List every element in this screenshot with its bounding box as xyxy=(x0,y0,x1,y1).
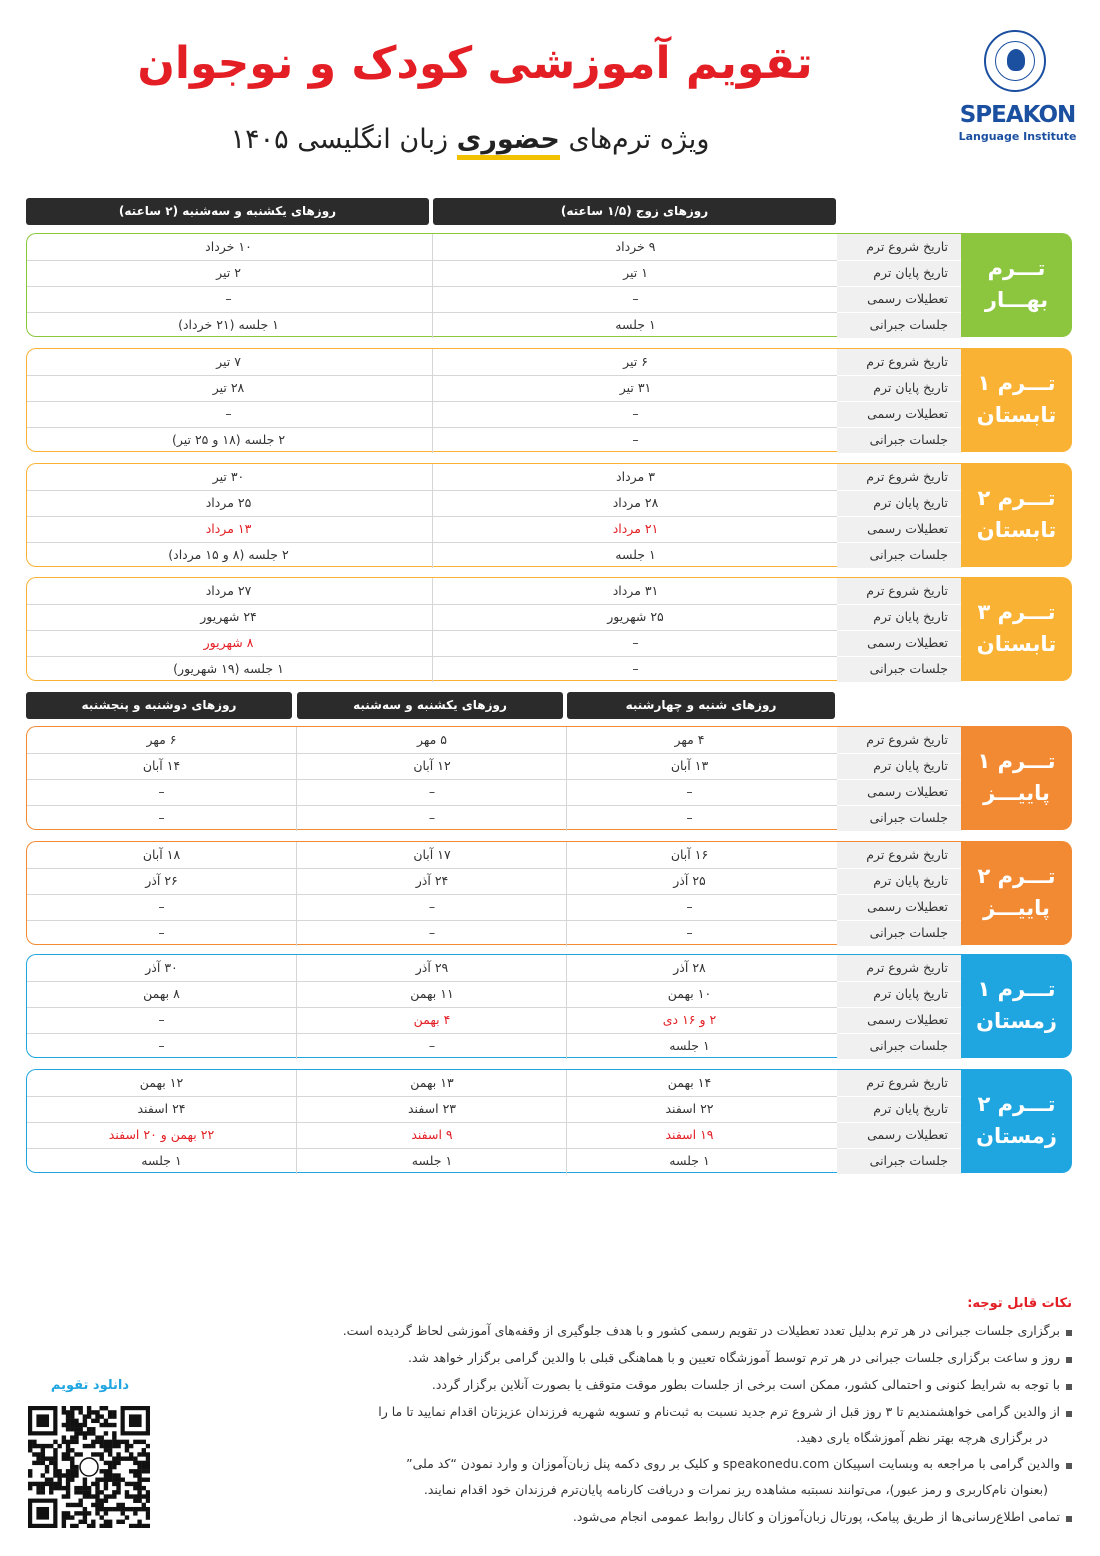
table-cell: – xyxy=(632,406,639,421)
table-cell: ۹ خرداد xyxy=(615,239,656,254)
table-cell: ۱۰ بهمن xyxy=(667,986,712,1001)
table-row xyxy=(27,981,962,1007)
table-row xyxy=(27,464,962,490)
section1-header-sun-tue: روزهای یکشنبه و سه‌شنبه (۲ ساعته) xyxy=(26,198,429,225)
row-label: تعطیلات رسمی xyxy=(837,1007,962,1033)
table-cell: – xyxy=(225,406,232,421)
download-label: دانلود تقویم xyxy=(50,1378,130,1393)
table-cell: – xyxy=(428,784,436,799)
table-cell: ۳۱ تیر xyxy=(619,380,652,395)
table-cell: ۲ تیر xyxy=(216,265,241,280)
row-label: تاریخ شروع ترم xyxy=(837,1070,962,1096)
row-label: تاریخ پایان ترم xyxy=(837,260,962,286)
section2-header-sat-wed: روزهای شنبه و چهارشنبه xyxy=(567,692,835,719)
term-block xyxy=(26,233,1072,337)
note-item: از والدین گرامی خواهشمندیم تا ۳ روز قبل از شروع ترم جدید نسبت به ثبت‌نام و تسویه شهریه فرزندان عزیزتان اقدام نمایید تا ما را xyxy=(378,1404,1060,1419)
row-label: جلسات جبرانی xyxy=(837,542,962,568)
table-row xyxy=(27,286,962,312)
table-cell: ۲۲ اسفند xyxy=(665,1101,714,1116)
term-block xyxy=(26,954,1072,1058)
bullet-icon xyxy=(1066,1463,1072,1469)
table-cell: ۱۴ آبان xyxy=(142,758,181,773)
section1-header-even-days: روزهای زوج (۱/۵ ساعته) xyxy=(433,198,836,225)
term-label-line1: تـــرم ۳ xyxy=(977,600,1056,624)
table-cell: ۱ جلسه xyxy=(615,317,656,332)
table-cell: ۱۳ مرداد xyxy=(205,521,252,536)
logo-seal-icon xyxy=(984,30,1046,92)
table-row xyxy=(27,868,962,894)
table-cell: ۸ بهمن xyxy=(143,986,180,1001)
table-cell: ۲۴ آذر xyxy=(415,873,449,888)
table-cell: ۶ تیر xyxy=(623,354,648,369)
table-row xyxy=(27,656,962,682)
term-label-line1: تـــرم ۱ xyxy=(977,749,1056,773)
row-label: تعطیلات رسمی xyxy=(837,286,962,312)
row-label: تعطیلات رسمی xyxy=(837,516,962,542)
table-cell: ۲ جلسه (۸ و ۱۵ مرداد) xyxy=(168,547,289,562)
table-row xyxy=(27,516,962,542)
row-label: جلسات جبرانی xyxy=(837,312,962,338)
logo-brand: SPEAKON xyxy=(959,102,1076,128)
table-cell: ۲۲ بهمن و ۲۰ اسفند xyxy=(108,1127,215,1142)
table-cell: ۱ تیر xyxy=(623,265,648,280)
table-cell: ۲۸ آذر xyxy=(673,960,706,975)
term-label-line2: پاییـــز xyxy=(983,781,1050,805)
download-qr-code[interactable] xyxy=(28,1406,150,1528)
term-label-line2: زمستان xyxy=(976,1009,1057,1033)
table-cell: ۱ جلسه xyxy=(141,1153,182,1168)
table-row xyxy=(27,920,962,946)
row-label: تاریخ پایان ترم xyxy=(837,490,962,516)
row-label: جلسات جبرانی xyxy=(837,427,962,453)
term-grid xyxy=(26,348,961,452)
table-cell: ۴ بهمن xyxy=(413,1012,451,1027)
term-label xyxy=(961,463,1072,567)
table-cell: – xyxy=(158,1038,165,1053)
term-label-line1: تـــرم xyxy=(987,256,1046,280)
term-label xyxy=(961,577,1072,681)
row-label: تاریخ پایان ترم xyxy=(837,981,962,1007)
table-cell: ۲۵ شهریور xyxy=(607,609,664,624)
term-label xyxy=(961,841,1072,945)
table-cell: ۱ جلسه xyxy=(669,1153,710,1168)
table-row xyxy=(27,1148,962,1174)
term-grid xyxy=(26,233,961,337)
row-label: جلسات جبرانی xyxy=(837,920,962,946)
table-cell: ۱۳ آبان xyxy=(670,758,709,773)
row-label: جلسات جبرانی xyxy=(837,1033,962,1059)
table-row xyxy=(27,604,962,630)
table-cell: – xyxy=(632,635,639,650)
table-row xyxy=(27,779,962,805)
table-cell: – xyxy=(686,899,693,914)
table-cell: ۲۹ آذر xyxy=(415,960,449,975)
note-item: والدین گرامی با مراجعه به وبسایت اسپیکان speakonedu.com و کلیک بر روی دکمه پنل زبان‌آموزان و وارد نمودن “کد ملی” xyxy=(406,1456,1060,1471)
term-label-line2: تابستان xyxy=(976,403,1057,427)
table-cell: ۱ جلسه xyxy=(411,1153,453,1168)
row-label: تاریخ شروع ترم xyxy=(837,842,962,868)
table-row xyxy=(27,427,962,453)
note-item: در برگزاری هرچه بهتر نظم آموزشگاه یاری دهید. xyxy=(796,1430,1048,1445)
table-row xyxy=(27,1070,962,1096)
table-cell: – xyxy=(428,810,436,825)
table-cell: ۱ جلسه xyxy=(669,1038,710,1053)
page-title: تقویم آموزشی کودک و نوجوان xyxy=(137,38,813,89)
table-row xyxy=(27,630,962,656)
note-item: تمامی اطلاع‌رسانی‌ها از طریق پیامک، پورتال زبان‌آموزان و کانال روابط عمومی انجام می‌شود. xyxy=(572,1509,1060,1524)
table-cell: – xyxy=(686,925,693,940)
note-item: برگزاری جلسات جبرانی در هر ترم بدلیل تعدد تعطیلات در تقویم رسمی کشور و با هدف جلوگیری از وقفه‌های آموزشی لحاظ گردیده است. xyxy=(342,1323,1060,1338)
bullet-icon xyxy=(1066,1357,1072,1363)
bullet-icon xyxy=(1066,1516,1072,1522)
row-label: جلسات جبرانی xyxy=(837,805,962,831)
table-row xyxy=(27,375,962,401)
term-label-line2: زمستان xyxy=(976,1124,1057,1148)
row-label: تاریخ پایان ترم xyxy=(837,1096,962,1122)
table-cell: ۲ جلسه (۱۸ و ۲۵ تیر) xyxy=(171,432,286,447)
term-block xyxy=(26,726,1072,830)
term-label xyxy=(961,726,1072,830)
term-label-line2: پاییـــز xyxy=(983,896,1050,920)
table-cell: – xyxy=(686,784,693,799)
row-label: تعطیلات رسمی xyxy=(837,779,962,805)
table-cell: ۲۱ مرداد xyxy=(612,521,659,536)
term-label-line1: تـــرم ۱ xyxy=(977,977,1056,1001)
table-row xyxy=(27,1007,962,1033)
section2-header-sun-tue: روزهای یکشنبه و سه‌شنبه xyxy=(297,692,563,719)
table-cell: ۳۰ تیر xyxy=(212,469,245,484)
table-cell: ۱۸ آبان xyxy=(142,847,181,862)
table-cell: ۲۸ مرداد xyxy=(612,495,659,510)
term-grid xyxy=(26,726,961,830)
table-cell: ۲ و ۱۶ دی xyxy=(662,1012,717,1027)
term-label-line1: تـــرم ۲ xyxy=(977,864,1056,888)
term-label-line1: تـــرم ۲ xyxy=(977,1092,1056,1116)
table-cell: ۴ مهر xyxy=(674,732,705,747)
note-item: با توجه به شرایط کنونی و احتمالی کشور، ممکن است برخی از جلسات بطور موقت متوقف یا بصورت آنلاین برگزار گردد. xyxy=(431,1377,1060,1392)
term-label-line2: بهـــار xyxy=(984,288,1049,312)
table-row xyxy=(27,1122,962,1148)
table-cell: – xyxy=(632,661,639,676)
table-cell: – xyxy=(632,432,639,447)
table-cell: ۲۶ آذر xyxy=(145,873,178,888)
table-cell: ۲۴ اسفند xyxy=(137,1101,186,1116)
note-item: (بعنوان نام‌کاربری و رمز عبور)، می‌توانند نسبتبه مشاهده ریز نمرات و دریافت کارنامه پایان‌ترم فرزندان خود اقدام نمایند. xyxy=(423,1482,1048,1497)
note-item: روز و ساعت برگزاری جلسات جبرانی در هر ترم توسط آموزشگاه تعیین و با هماهنگی قبلی با والدین گرامی برگزار خواهد شد. xyxy=(407,1350,1060,1365)
table-cell: ۲۳ اسفند xyxy=(407,1101,456,1116)
table-row xyxy=(27,490,962,516)
notes-title: نکات قابل توجه: xyxy=(967,1296,1072,1311)
row-label: تعطیلات رسمی xyxy=(837,630,962,656)
table-row xyxy=(27,1033,962,1059)
table-cell: ۱۷ آبان xyxy=(413,847,451,862)
term-grid xyxy=(26,463,961,567)
row-label: تاریخ شروع ترم xyxy=(837,349,962,375)
institute-logo xyxy=(955,28,1080,148)
table-cell: ۲۵ آذر xyxy=(673,873,706,888)
subtitle-after: زبان انگلیسی ۱۴۰۵ xyxy=(230,124,457,155)
bullet-icon xyxy=(1066,1411,1072,1417)
table-cell: ۱ جلسه (۱۹ شهریور) xyxy=(173,661,284,676)
table-cell: – xyxy=(428,925,436,940)
table-cell: ۲۵ مرداد xyxy=(205,495,252,510)
row-label: تاریخ شروع ترم xyxy=(837,955,962,981)
qr-center-logo-icon xyxy=(80,1458,98,1476)
term-label-line1: تـــرم ۱ xyxy=(977,371,1056,395)
row-label: تعطیلات رسمی xyxy=(837,401,962,427)
table-row xyxy=(27,578,962,604)
table-cell: ۲۴ شهریور xyxy=(200,609,257,624)
page-subtitle xyxy=(150,124,790,155)
term-label xyxy=(961,233,1072,337)
subtitle-before: ویژه ترم‌های xyxy=(559,124,710,155)
term-label-line2: تابستان xyxy=(976,632,1057,656)
logo-brand-sub: Language Institute xyxy=(958,130,1077,143)
table-cell: ۲۸ تیر xyxy=(212,380,245,395)
term-block xyxy=(26,1069,1072,1173)
row-label: تاریخ شروع ترم xyxy=(837,464,962,490)
table-row xyxy=(27,842,962,868)
table-cell: – xyxy=(158,810,165,825)
table-cell: ۱۲ بهمن xyxy=(139,1075,184,1090)
table-row xyxy=(27,805,962,831)
table-cell: – xyxy=(158,1012,165,1027)
table-row xyxy=(27,312,962,338)
row-label: تعطیلات رسمی xyxy=(837,1122,962,1148)
table-cell: ۱۲ آبان xyxy=(413,758,451,773)
table-cell: ۱۰ خرداد xyxy=(205,239,252,254)
table-cell: ۹ اسفند xyxy=(411,1127,453,1142)
row-label: تاریخ شروع ترم xyxy=(837,727,962,753)
table-row xyxy=(27,260,962,286)
row-label: تاریخ پایان ترم xyxy=(837,753,962,779)
table-row xyxy=(27,542,962,568)
table-cell: – xyxy=(158,899,165,914)
row-label: جلسات جبرانی xyxy=(837,1148,962,1174)
row-label: تعطیلات رسمی xyxy=(837,894,962,920)
term-label xyxy=(961,954,1072,1058)
table-cell: ۳۰ آذر xyxy=(145,960,178,975)
row-label: تاریخ پایان ترم xyxy=(837,375,962,401)
term-label xyxy=(961,348,1072,452)
table-cell: – xyxy=(428,1038,436,1053)
table-cell: ۳۱ مرداد xyxy=(612,583,659,598)
table-cell: – xyxy=(428,899,436,914)
term-block xyxy=(26,463,1072,567)
table-row xyxy=(27,894,962,920)
row-label: تاریخ شروع ترم xyxy=(837,234,962,260)
table-cell: ۱۳ بهمن xyxy=(410,1075,454,1090)
term-grid xyxy=(26,577,961,681)
table-cell: ۱ جلسه xyxy=(615,547,656,562)
table-cell: ۳ مرداد xyxy=(616,469,655,484)
table-row xyxy=(27,234,962,260)
section2-header-mon-thu: روزهای دوشنبه و پنجشنبه xyxy=(26,692,292,719)
table-cell: ۷ تیر xyxy=(216,354,241,369)
table-cell: – xyxy=(158,784,165,799)
term-label-line1: تـــرم ۲ xyxy=(977,486,1056,510)
row-label: تاریخ شروع ترم xyxy=(837,578,962,604)
table-cell: – xyxy=(225,291,232,306)
term-grid xyxy=(26,841,961,945)
table-cell: ۸ شهریور xyxy=(203,635,254,650)
table-row xyxy=(27,727,962,753)
table-cell: ۲۷ مرداد xyxy=(205,583,252,598)
table-cell: ۱ جلسه (۲۱ خرداد) xyxy=(178,317,279,332)
bullet-icon xyxy=(1066,1330,1072,1336)
table-cell: ۶ مهر xyxy=(146,732,177,747)
term-block xyxy=(26,841,1072,945)
table-cell: ۱۴ بهمن xyxy=(667,1075,712,1090)
table-cell: – xyxy=(632,291,639,306)
bullet-icon xyxy=(1066,1384,1072,1390)
table-row xyxy=(27,753,962,779)
term-block xyxy=(26,577,1072,681)
table-cell: ۵ مهر xyxy=(416,732,448,747)
term-label xyxy=(961,1069,1072,1173)
table-cell: – xyxy=(158,925,165,940)
table-row xyxy=(27,401,962,427)
subtitle-highlight: حضوری xyxy=(457,124,560,160)
table-row xyxy=(27,349,962,375)
row-label: تاریخ پایان ترم xyxy=(837,868,962,894)
term-grid xyxy=(26,954,961,1058)
table-row xyxy=(27,955,962,981)
term-block xyxy=(26,348,1072,452)
table-row xyxy=(27,1096,962,1122)
term-label-line2: تابستان xyxy=(976,518,1057,542)
term-grid xyxy=(26,1069,961,1173)
row-label: تاریخ پایان ترم xyxy=(837,604,962,630)
table-cell: ۱۶ آبان xyxy=(670,847,709,862)
table-cell: ۱۱ بهمن xyxy=(410,986,454,1001)
row-label: جلسات جبرانی xyxy=(837,656,962,682)
table-cell: ۱۹ اسفند xyxy=(665,1127,714,1142)
table-cell: – xyxy=(686,810,693,825)
